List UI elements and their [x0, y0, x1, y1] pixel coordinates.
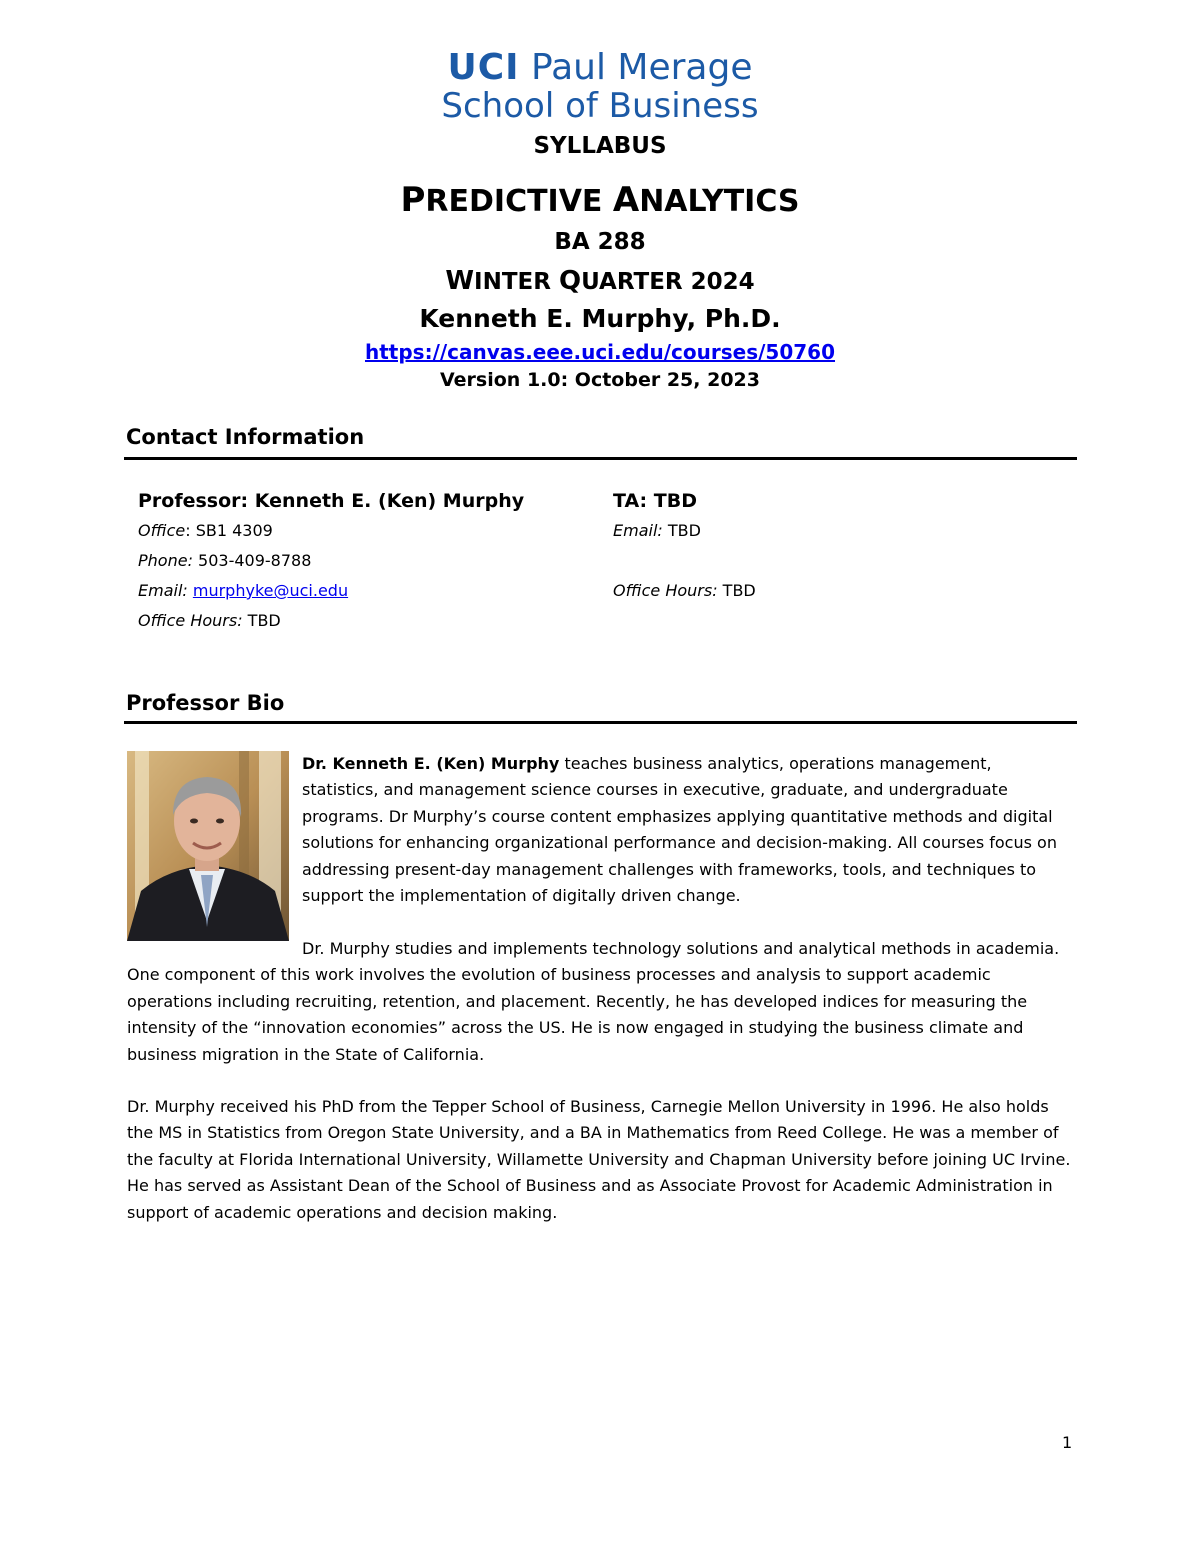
logo-line-2: School of Business	[441, 86, 759, 126]
professor-name: Professor: Kenneth E. (Ken) Murphy	[138, 490, 525, 512]
bio-divider	[124, 721, 1077, 724]
logo-uci: UCI	[447, 47, 520, 88]
course-code: BA 288	[554, 229, 646, 255]
ta-email: Email: TBD	[613, 521, 701, 540]
canvas-course-link[interactable]: https://canvas.eee.uci.edu/courses/50760	[364, 340, 836, 364]
professor-email: Email: murphyke@uci.edu	[138, 581, 349, 600]
contact-divider	[124, 457, 1077, 460]
professor-office-hours: Office Hours: TBD	[138, 611, 281, 630]
professor-office: Office: SB1 4309	[138, 521, 273, 540]
logo-line-1	[0, 47, 1200, 88]
professor-photo	[127, 751, 289, 941]
bio-paragraph-3-text: Dr. Murphy received his PhD from the Tepper School of Business, Carnegie Mellon University in 1996. He also holds the MS in Statistics from Oregon State University, and a BA in Mathematics from Reed College. He was a member of the faculty at Florida International University, Willamette University and Chapman University before joining UC Irvine. He has served as Assistant Dean of the School of Business and as Associate Provost for Academic Administration in support of academic operations and decision making.	[127, 1097, 1071, 1222]
bio-paragraph-1	[302, 751, 1072, 909]
bio-heading: Professor Bio	[126, 691, 285, 715]
professor-contact	[138, 488, 524, 636]
ta-name: TA: TBD	[613, 490, 697, 512]
professor-portrait-icon	[127, 751, 289, 941]
bio-paragraph-1-text: teaches business analytics, operations management, statistics, and management science courses in executive, graduate, and undergraduate programs. Dr Murphy’s course content emphasizes applying quantitative methods and digital solutions for enhancing organizational performance and decision-making. All courses focus on addressing present-day management challenges with frameworks, tools, and techniques to support the implementation of digitally driven change.	[302, 754, 1057, 906]
page-number: 1	[1062, 1433, 1073, 1452]
professor-email-link[interactable]: murphyke@uci.edu	[192, 581, 349, 600]
version-date: Version 1.0: October 25, 2023	[440, 369, 760, 391]
professor-phone: Phone: 503-409-8788	[138, 551, 312, 570]
bio-name-bold: Dr. Kenneth E. (Ken) Murphy	[302, 754, 560, 773]
instructor-name: Kenneth E. Murphy, Ph.D.	[419, 304, 781, 333]
syllabus-label: SYLLABUS	[533, 133, 667, 159]
bio-paragraph-2-text: Dr. Murphy studies and implements technology solutions and analytical methods in academia. One component of this work involves the evolution of business processes and analysis to support academic operations including recruiting, retention, and placement. Recently, he has developed indices for measuring the intensity of the “innovation economies” across the US. He is now engaged in studying the business climate and business migration in the State of California.	[127, 939, 1060, 1064]
contact-heading: Contact Information	[126, 425, 365, 449]
logo-paul-merage: Paul Merage	[531, 47, 753, 88]
uci-merage-logo	[0, 47, 1200, 126]
course-quarter: WINTER QUARTER 2024	[445, 266, 755, 296]
ta-contact	[613, 488, 756, 606]
ta-office-hours: Office Hours: TBD	[613, 581, 756, 600]
bio-paragraph-3	[127, 1094, 1072, 1226]
bio-paragraph-2	[127, 936, 1072, 1068]
ta-blank-line	[613, 546, 756, 576]
course-title: PREDICTIVE ANALYTICS	[400, 180, 800, 220]
